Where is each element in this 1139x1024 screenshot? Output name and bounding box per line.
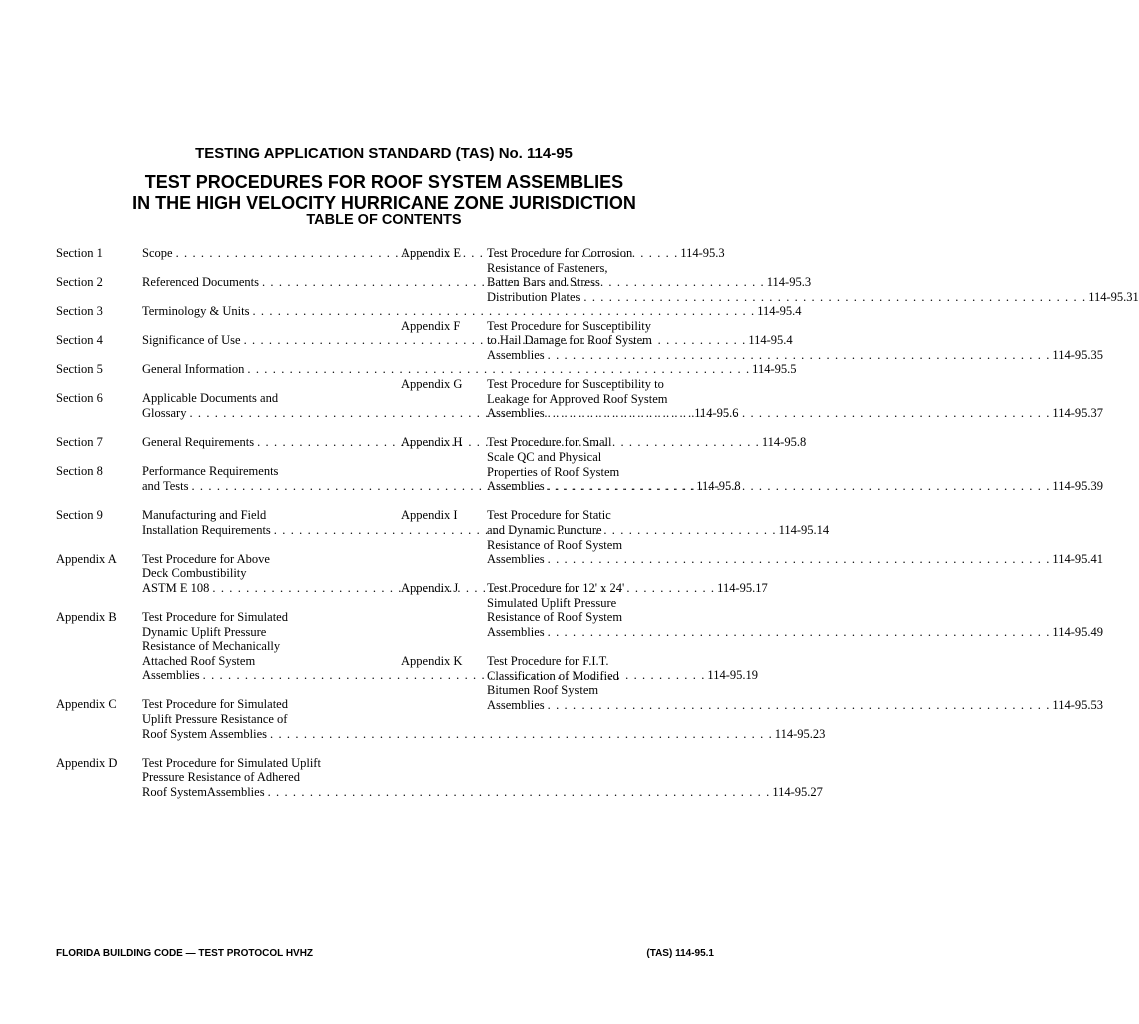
toc-entry-line: Test Procedure for 12' x 24' — [487, 581, 625, 596]
toc-entry-line: Performance Requirements — [142, 464, 279, 479]
toc-entry-line: Bitumen Roof System — [487, 683, 599, 698]
toc-entry-title: Assemblies — [487, 348, 545, 363]
toc-entry-final-line — [487, 698, 1103, 713]
toc-entry-body — [487, 508, 1103, 566]
toc-entry-line: Resistance of Roof System — [487, 537, 623, 552]
toc-entry-label: Appendix E — [401, 246, 462, 260]
toc-entry-title: Assemblies — [487, 406, 545, 421]
toc-entry-page: 114-95.14 — [778, 522, 830, 537]
toc-entry-page: 114-95.27 — [772, 784, 823, 799]
toc-entry-final-line — [487, 625, 1103, 640]
toc-entry-body — [487, 377, 1103, 421]
toc-entry-line: Uplift Pressure Resistance of — [142, 711, 288, 726]
toc-entry-title: Assemblies — [487, 624, 545, 639]
toc-entry-page: 114-95.17 — [717, 580, 768, 595]
toc-entry-title: Assemblies — [487, 697, 545, 712]
toc-entry — [56, 304, 802, 319]
toc-entry-title: Referenced Documents — [142, 275, 259, 290]
toc-entry-line: Attached Roof System — [142, 653, 256, 668]
toc-entry-title: General Requirements — [142, 435, 255, 450]
toc-entry-line: Simulated Uplift Pressure — [487, 595, 617, 610]
toc-entry-final-line — [487, 479, 1103, 494]
toc-entry-label: Section 1 — [56, 246, 103, 260]
toc-entry — [56, 697, 826, 741]
toc-entry-title: ASTM E 108 — [142, 580, 210, 595]
dot-leader — [545, 552, 1051, 567]
toc-entry-body — [142, 756, 823, 800]
toc-entry — [56, 755, 823, 800]
toc-entry-title: Assemblies — [487, 552, 545, 567]
dot-leader — [545, 406, 1051, 421]
toc-entry-page: 114-95.53 — [1052, 697, 1103, 712]
toc-entry-line: Test Procedure for Simulated — [142, 697, 288, 712]
toc-entry-line: Properties of Roof System — [487, 464, 620, 479]
toc-entry-line: Test Procedure for Small — [487, 435, 612, 450]
dot-leader — [545, 479, 1051, 494]
toc-entry-line: Resistance of Fasteners, — [487, 260, 608, 275]
toc-entry-page: 114-95.35 — [1052, 348, 1103, 363]
toc-entry-page: 114-95.4 — [748, 333, 793, 348]
toc-entry-label: Section 9 — [56, 507, 103, 522]
toc-entry-body — [487, 581, 1103, 639]
toc-entry-line: Manufacturing and Field — [142, 507, 267, 522]
toc-entry-body — [487, 246, 1139, 304]
toc-entry-line: Applicable Documents and — [142, 391, 279, 406]
toc-entry — [401, 246, 1139, 304]
dot-leader — [545, 348, 1051, 363]
toc-entry-page: 114-95.39 — [1052, 479, 1103, 494]
toc-entry-label: Appendix J — [401, 581, 459, 596]
toc-entry — [56, 362, 797, 377]
toc-entry-title: Roof SystemAssemblies — [142, 784, 265, 799]
toc-entry-page: 114-95.3 — [680, 246, 725, 260]
toc-entry-line: Test Procedure for Above — [142, 551, 270, 566]
toc-entry-label: Section 2 — [56, 275, 103, 290]
footer-code-title: FLORIDA BUILDING CODE — TEST PROTOCOL HVHZ — [56, 948, 314, 959]
toc-entry-label: Appendix B — [56, 609, 117, 624]
toc-entry-page: 114-95.37 — [1052, 406, 1103, 421]
document-title — [0, 172, 768, 214]
toc-entry-label: Appendix F — [401, 318, 461, 333]
toc-entry-page: 114-95.41 — [1052, 552, 1103, 567]
toc-entry-page: 114-95.5 — [752, 362, 797, 377]
toc-entry-label: Appendix D — [56, 755, 118, 770]
toc-entry-page: 114-95.6 — [694, 406, 739, 421]
toc-entry-title: Glossary — [142, 406, 187, 421]
toc-entry-line: Resistance of Mechanically — [142, 639, 281, 654]
toc-entry-line: Pressure Resistance of Adhered — [142, 770, 300, 785]
toc-entry-title: Installation Requirements — [142, 522, 271, 537]
toc-entry-title: General Information — [142, 362, 245, 377]
toc-entry — [401, 377, 1103, 421]
toc-entry-line: Test Procedure for Corrosion — [487, 246, 633, 260]
toc-entry-line: Test Procedure for Simulated — [142, 609, 288, 624]
toc-entry-title: Distribution Plates — [487, 289, 581, 304]
toc-entry-label: Appendix K — [401, 654, 463, 669]
toc-entry-title: and Tests — [142, 478, 189, 493]
toc-entry-label: Section 6 — [56, 391, 103, 406]
toc-entry-page: 114-95.49 — [1052, 624, 1103, 639]
toc-entry-page: 114-95.19 — [707, 668, 758, 683]
toc-entry-line: Test Procedure for F.I.T. — [487, 654, 609, 669]
dot-leader — [545, 698, 1051, 713]
toc-entry-body — [487, 319, 1103, 363]
toc-entry-page: 114-95.8 — [761, 435, 807, 450]
toc-entry-line: to Hail Damage for Roof System — [487, 333, 652, 348]
toc-entry-body — [487, 435, 1103, 493]
toc-entry-title: Scope — [142, 246, 173, 260]
toc-entry-final-line — [142, 785, 823, 800]
toc-entry-label: Section 8 — [56, 464, 103, 479]
toc-entry-line: Test Procedure for Susceptibility to — [487, 377, 664, 392]
toc-entry-title: Assemblies — [142, 668, 200, 683]
toc-entry-page: 114-95.31 — [1088, 289, 1139, 304]
toc-entry-line: Classification of Modified — [487, 668, 619, 683]
toc-entry-page: 114-95.8 — [696, 478, 741, 493]
toc-entry-line: Leakage for Approved Roof System — [487, 391, 668, 406]
toc-entry-body — [487, 654, 1103, 712]
toc-entry-page: 114-95.4 — [757, 304, 802, 319]
toc-entry-label: Appendix A — [56, 551, 117, 566]
dot-leader — [545, 625, 1051, 640]
toc-entry-label: Appendix I — [401, 508, 458, 523]
toc-entry-line: and Dynamic Puncture — [487, 522, 602, 537]
title-line-1: TEST PROCEDURES FOR ROOF SYSTEM ASSEMBLIES — [144, 172, 624, 192]
toc-entry-title: Terminology & Units — [142, 304, 250, 319]
toc-entry-title: Significance of Use — [142, 333, 241, 348]
toc-entry-label: Appendix C — [56, 697, 117, 712]
toc-entry-line: Test Procedure for Simulated Uplift — [142, 755, 321, 770]
toc-entry-label: Section 3 — [56, 304, 103, 319]
toc-entry-label: Section 5 — [56, 362, 103, 377]
toc-entry-line: Dynamic Uplift Pressure — [142, 624, 267, 639]
dot-leader — [265, 785, 771, 800]
toc-entry-line: Scale QC and Physical — [487, 450, 602, 465]
toc-title: TABLE OF CONTENTS — [306, 212, 462, 228]
dot-leader — [267, 727, 773, 742]
toc-entry-label: Appendix G — [401, 377, 463, 392]
footer-page-number: (TAS) 114-95.1 — [646, 948, 714, 959]
dot-leader — [580, 290, 1086, 305]
toc-entry-page: 114-95.3 — [766, 275, 812, 290]
toc-entry-label: Appendix H — [401, 435, 463, 450]
toc-entry-line: Test Procedure for Susceptibility — [487, 318, 652, 333]
toc-entry-label: Section 4 — [56, 333, 103, 348]
toc-entry-final-line — [487, 348, 1103, 363]
toc-entry-title: Assemblies — [487, 479, 545, 494]
title-line-2: IN THE HIGH VELOCITY HURRICANE ZONE JURISDICTION — [132, 193, 636, 213]
toc-entry-title: Roof System Assemblies — [142, 726, 268, 741]
toc-entry-page: 114-95.23 — [774, 726, 826, 741]
toc-entry-label: Section 7 — [56, 435, 103, 450]
toc-entry-final-line — [487, 406, 1103, 421]
toc-entry-line: Batten Bars and Stress — [487, 275, 600, 290]
toc-entry-line: Test Procedure for Static — [487, 508, 611, 523]
standard-heading: TESTING APPLICATION STANDARD (TAS) No. 114-95 — [195, 145, 573, 162]
toc-entry-final-line — [487, 290, 1139, 305]
toc-entry-final-line — [487, 552, 1103, 567]
toc-entry-line: Resistance of Roof System — [487, 610, 623, 625]
toc-entry-line: Deck Combustibility — [142, 566, 247, 581]
toc-entry-final-line — [142, 727, 825, 742]
